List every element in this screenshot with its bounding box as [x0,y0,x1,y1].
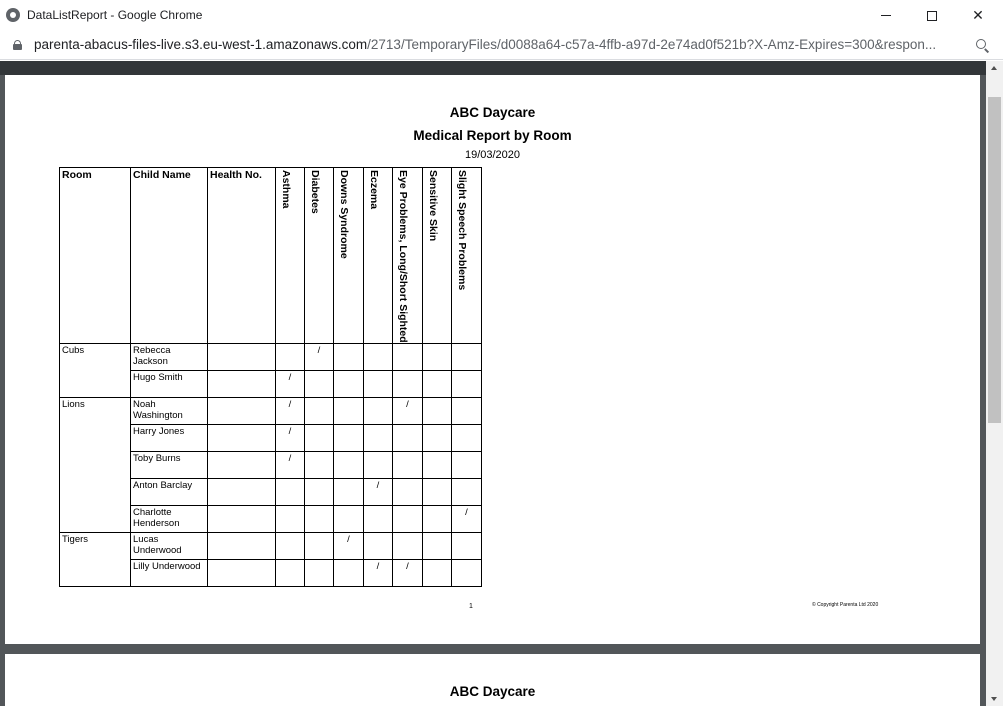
condition-mark-cell [393,371,423,398]
report-page-2 [5,654,980,706]
condition-mark-cell: / [276,425,305,452]
condition-mark-cell: / [364,560,393,587]
condition-mark-cell [423,533,452,560]
medical-report-table [59,167,482,587]
condition-mark-cell: / [393,560,423,587]
condition-mark-cell [393,344,423,371]
condition-mark-cell [334,560,364,587]
url-host: parenta-abacus-files-live.s3.eu-west-1.amazonaws.com [34,37,368,52]
condition-mark-cell [452,533,482,560]
condition-mark-cell [423,371,452,398]
child-name-cell: Lilly Underwood [131,560,208,587]
condition-mark-cell [364,506,393,533]
condition-mark-cell: / [276,371,305,398]
table-header-row [60,168,482,344]
child-name-cell: Rebecca Jackson [131,344,208,371]
condition-mark-cell [276,479,305,506]
scroll-up-arrow-icon[interactable] [991,66,997,70]
header-asthma: Asthma [276,168,305,344]
condition-mark-cell [334,371,364,398]
viewer-top-strip [0,61,986,75]
condition-mark-cell [305,371,334,398]
maximize-icon [927,11,937,21]
condition-mark-cell [423,452,452,479]
condition-mark-cell [364,371,393,398]
child-name-cell: Charlotte Henderson [131,506,208,533]
child-name-cell: Lucas Underwood [131,533,208,560]
lock-icon[interactable] [13,40,22,50]
health-no-cell [208,533,276,560]
report-date: 19/03/2020 [464,149,521,161]
condition-mark-cell [393,506,423,533]
minimize-button[interactable] [863,0,909,31]
url-field[interactable] [34,37,964,52]
address-bar [0,31,1003,60]
url-path: /2713/TemporaryFiles/d0088a64-c57a-4ffb-a97d-2e74ad0f521b?X-Amz-Expires=300&respon... [367,37,937,52]
condition-mark-cell [305,425,334,452]
condition-mark-cell [305,533,334,560]
condition-mark-cell [364,344,393,371]
room-cell: Lions [60,398,131,533]
page-number: 1 [469,603,473,610]
condition-mark-cell [364,398,393,425]
header-child-name: Child Name [131,168,208,344]
health-no-cell [208,452,276,479]
health-no-cell [208,479,276,506]
condition-mark-cell [452,398,482,425]
health-no-cell [208,425,276,452]
condition-mark-cell: / [393,398,423,425]
condition-mark-cell [305,452,334,479]
header-health-no: Health No. [208,168,276,344]
condition-mark-cell [305,479,334,506]
health-no-cell [208,398,276,425]
condition-mark-cell [276,560,305,587]
page2-org-name: ABC Daycare [449,684,536,699]
child-name-cell: Toby Burns [131,452,208,479]
condition-mark-cell [334,452,364,479]
condition-mark-cell [305,506,334,533]
scroll-down-arrow-icon[interactable] [991,697,997,701]
condition-mark-cell [393,479,423,506]
window-title: DataListReport - Google Chrome [27,8,203,22]
child-name-cell: Anton Barclay [131,479,208,506]
header-eye-problems: Eye Problems, Long/Short Sighted [393,168,423,344]
condition-mark-cell [423,479,452,506]
condition-mark-cell [334,398,364,425]
header-eczema: Eczema [364,168,393,344]
vertical-scrollbar[interactable] [986,61,1003,706]
report-page-1 [5,75,980,644]
condition-mark-cell [276,344,305,371]
condition-mark-cell [452,479,482,506]
child-name-cell: Harry Jones [131,425,208,452]
health-no-cell [208,371,276,398]
condition-mark-cell: / [305,344,334,371]
condition-mark-cell [393,452,423,479]
scrollbar-thumb[interactable] [988,97,1001,423]
condition-mark-cell [364,533,393,560]
report-org-name: ABC Daycare [449,105,536,120]
health-no-cell [208,560,276,587]
header-downs-syndrome: Downs Syndrome [334,168,364,344]
header-sensitive-skin: Sensitive Skin [423,168,452,344]
condition-mark-cell [452,452,482,479]
header-room: Room [60,168,131,344]
condition-mark-cell [423,506,452,533]
chrome-app-icon [6,8,20,22]
table-row [60,344,482,371]
table-row [60,398,482,425]
zoom-icon[interactable] [976,39,989,52]
condition-mark-cell [393,533,423,560]
condition-mark-cell [305,398,334,425]
report-title: Medical Report by Room [413,128,572,143]
health-no-cell [208,506,276,533]
child-name-cell: Hugo Smith [131,371,208,398]
condition-mark-cell [423,560,452,587]
header-slight-speech-problems: Slight Speech Problems [452,168,482,344]
room-cell: Cubs [60,344,131,398]
table-row [60,533,482,560]
condition-mark-cell [364,425,393,452]
maximize-button[interactable] [909,0,955,31]
condition-mark-cell [334,479,364,506]
condition-mark-cell [423,344,452,371]
condition-mark-cell: / [276,452,305,479]
table-body [60,344,482,587]
copyright-text: © Copyright Parenta Ltd 2020 [812,602,879,608]
minimize-icon [881,15,891,16]
condition-mark-cell [334,344,364,371]
condition-mark-cell [334,506,364,533]
condition-mark-cell [364,452,393,479]
condition-mark-cell [334,425,364,452]
condition-mark-cell [452,560,482,587]
condition-mark-cell [452,371,482,398]
pdf-viewer[interactable] [0,61,986,706]
condition-mark-cell [276,506,305,533]
health-no-cell [208,344,276,371]
condition-mark-cell [276,533,305,560]
condition-mark-cell [393,425,423,452]
condition-mark-cell [452,344,482,371]
condition-mark-cell [423,398,452,425]
child-name-cell: Noah Washington [131,398,208,425]
header-diabetes: Diabetes [305,168,334,344]
room-cell: Tigers [60,533,131,587]
condition-mark-cell [452,425,482,452]
condition-mark-cell: / [334,533,364,560]
condition-mark-cell: / [276,398,305,425]
window-title-bar [0,0,1003,31]
condition-mark-cell [305,560,334,587]
condition-mark-cell: / [364,479,393,506]
condition-mark-cell [423,425,452,452]
condition-mark-cell: / [452,506,482,533]
close-button[interactable] [955,0,1001,31]
close-icon: ✕ [972,7,984,23]
